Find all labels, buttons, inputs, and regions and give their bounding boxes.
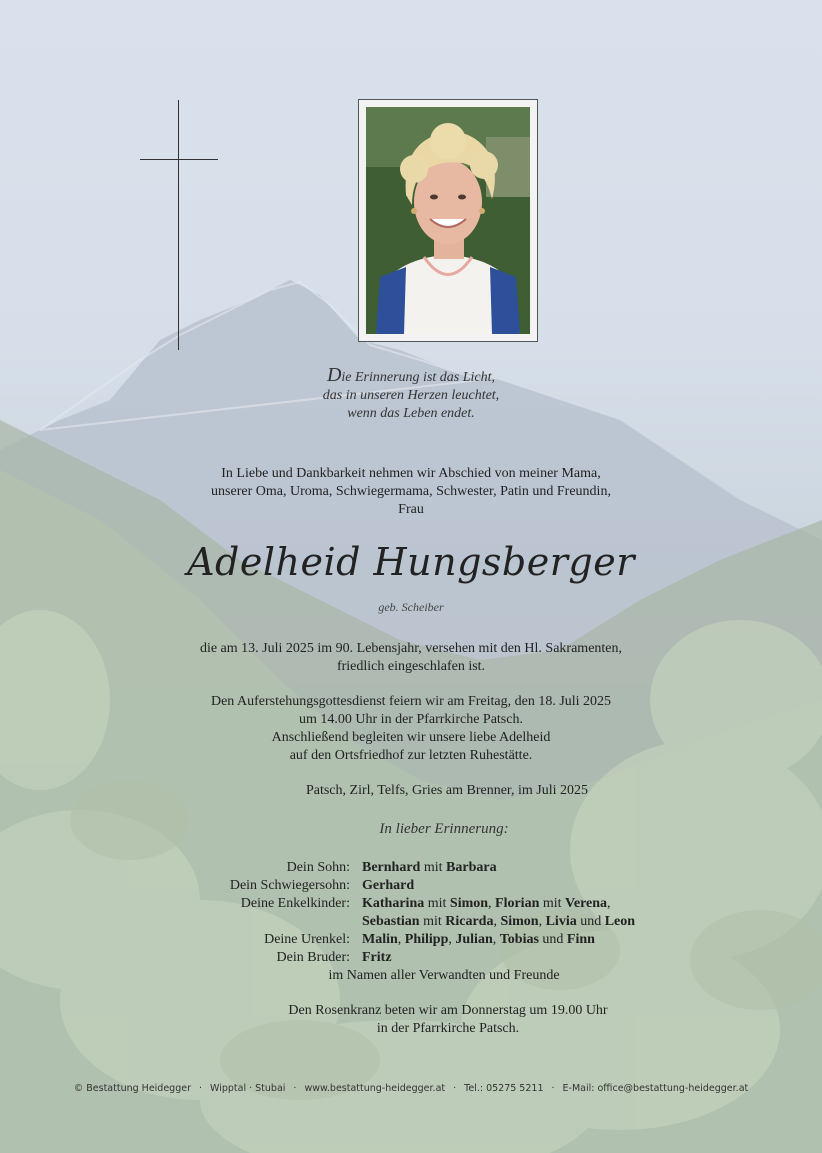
death-notice-line-1: die am 13. Juli 2025 im 90. Lebensjahr, versehen mit den Hl. Sakramenten,: [199, 641, 623, 656]
relative-connector: ,: [397, 932, 405, 947]
relatives-list: [0, 859, 822, 985]
relative-label: Deine Enkelkinder:: [240, 896, 350, 911]
quote-line-3: wenn das Leben endet.: [347, 406, 475, 421]
intro-line-2: unserer Oma, Uroma, Schwiegermama, Schwester, Patin und Freundin,: [211, 484, 611, 499]
relative-label: Dein Schwiegersohn:: [229, 878, 350, 893]
service-line-2: um 14.00 Uhr in der Pfarrkirche Patsch.: [299, 712, 523, 727]
relative-names: [362, 931, 822, 949]
footer-locations: Wipptal · Stubai: [210, 1083, 286, 1094]
relative-name: Julian: [455, 932, 493, 947]
memorial-quote: [0, 366, 822, 423]
rosary-info: [0, 1002, 822, 1038]
relative-label-empty: [0, 913, 362, 931]
relative-connector: ,: [607, 896, 611, 911]
relative-name: Barbara: [446, 860, 497, 875]
relative-name: Simon: [449, 896, 489, 911]
relative-name: Bernhard: [362, 860, 421, 875]
relative-connector: ,: [493, 914, 501, 929]
relative-connector: mit: [424, 896, 450, 911]
quote-initial: D: [326, 364, 342, 386]
quote-line-2: das in unseren Herzen leuchtet,: [322, 388, 500, 403]
relative-connector: ,: [488, 896, 496, 911]
relative-name: Leon: [604, 914, 636, 929]
relative-connector: mit: [539, 896, 566, 911]
relative-row-son-in-law: [0, 877, 822, 895]
rosary-line-2: in der Pfarrkirche Patsch.: [376, 1021, 520, 1036]
service-line-1: Den Auferstehungsgottesdienst feiern wir am Freitag, den 18. Juli 2025: [210, 694, 612, 709]
death-notice-line-2: friedlich eingeschlafen ist.: [336, 659, 486, 674]
relative-name: Philipp: [404, 932, 449, 947]
relative-row-son: [0, 859, 822, 877]
quote-line-1: ie Erinnerung ist das Licht,: [341, 370, 496, 385]
funeral-service-info: [0, 693, 822, 765]
service-line-4: auf den Ortsfriedhof zur letzten Ruhestätte.: [289, 748, 533, 763]
cross-icon-vertical: [178, 100, 179, 350]
relative-name: Gerhard: [362, 878, 415, 893]
relative-name: Fritz: [362, 950, 392, 965]
intro-line-3: Frau: [398, 502, 424, 517]
relative-connector: mit: [419, 914, 446, 929]
relative-names: [362, 895, 822, 913]
relative-names: [362, 859, 822, 877]
relative-row-grandchildren: [0, 895, 822, 913]
portrait-photo: [366, 107, 530, 334]
relative-name: Katharina: [362, 896, 425, 911]
rosary-line-1: Den Rosenkranz beten wir am Donnerstag um 19.00 Uhr: [288, 1003, 608, 1018]
footer-phone: Tel.: 05275 5211: [464, 1083, 544, 1094]
relative-name: Florian: [495, 896, 540, 911]
relative-connector: ,: [492, 932, 500, 947]
relative-connector: ,: [448, 932, 456, 947]
relative-name: Livia: [545, 914, 577, 929]
footer-website-link[interactable]: www.bestattung-heidegger.at: [304, 1083, 446, 1094]
relative-name: Tobias: [499, 932, 539, 947]
footer: © Bestattung Heidegger · Wipptal · Stubai · www.bestattung-heidegger.at · Tel.: 05275 5211 · E-Mail: office@bestattung-heidegger.at: [73, 1083, 749, 1094]
memory-heading: In lieber Erinnerung:: [379, 821, 509, 837]
intro-text: [0, 465, 822, 519]
footer-email-link[interactable]: E-Mail: office@bestattung-heidegger.at: [562, 1083, 749, 1094]
relative-name: Malin: [362, 932, 398, 947]
relative-row-grandchildren-continued: [0, 913, 822, 931]
place-and-date: Patsch, Zirl, Telfs, Gries am Brenner, im Juli 2025: [305, 783, 589, 798]
footer-company: © Bestattung Heidegger: [73, 1083, 191, 1094]
relative-name: Verena: [565, 896, 608, 911]
relative-label: Dein Bruder:: [276, 950, 350, 965]
relative-name: Simon: [500, 914, 539, 929]
relative-name: Finn: [566, 932, 595, 947]
relative-name: Ricarda: [445, 914, 494, 929]
relative-label: Deine Urenkel:: [264, 932, 350, 947]
relative-names: [362, 877, 822, 895]
relatives-closing: im Namen aller Verwandten und Freunde: [328, 968, 560, 983]
relative-connector: mit: [420, 860, 447, 875]
relative-names: [362, 913, 822, 931]
relative-label: Dein Sohn:: [286, 860, 350, 875]
portrait-frame: [358, 99, 538, 342]
portrait-illustration: [366, 107, 530, 334]
service-line-3: Anschließend begleiten wir unsere liebe Adelheid: [271, 730, 551, 745]
death-notice: [0, 640, 822, 676]
cross-icon-horizontal: [140, 159, 218, 160]
relative-names: [362, 949, 822, 967]
deceased-name: Adelheid Hungsberger: [187, 540, 635, 584]
relative-connector: und: [538, 932, 567, 947]
intro-line-1: In Liebe und Dankbarkeit nehmen wir Abschied von meiner Mama,: [221, 466, 601, 481]
relative-row-great-grandchildren: [0, 931, 822, 949]
relative-row-brother: [0, 949, 822, 967]
relative-name: Sebastian: [362, 914, 420, 929]
relative-connector: ,: [538, 914, 546, 929]
relative-connector: und: [576, 914, 605, 929]
birth-name: geb. Scheiber: [378, 600, 444, 614]
